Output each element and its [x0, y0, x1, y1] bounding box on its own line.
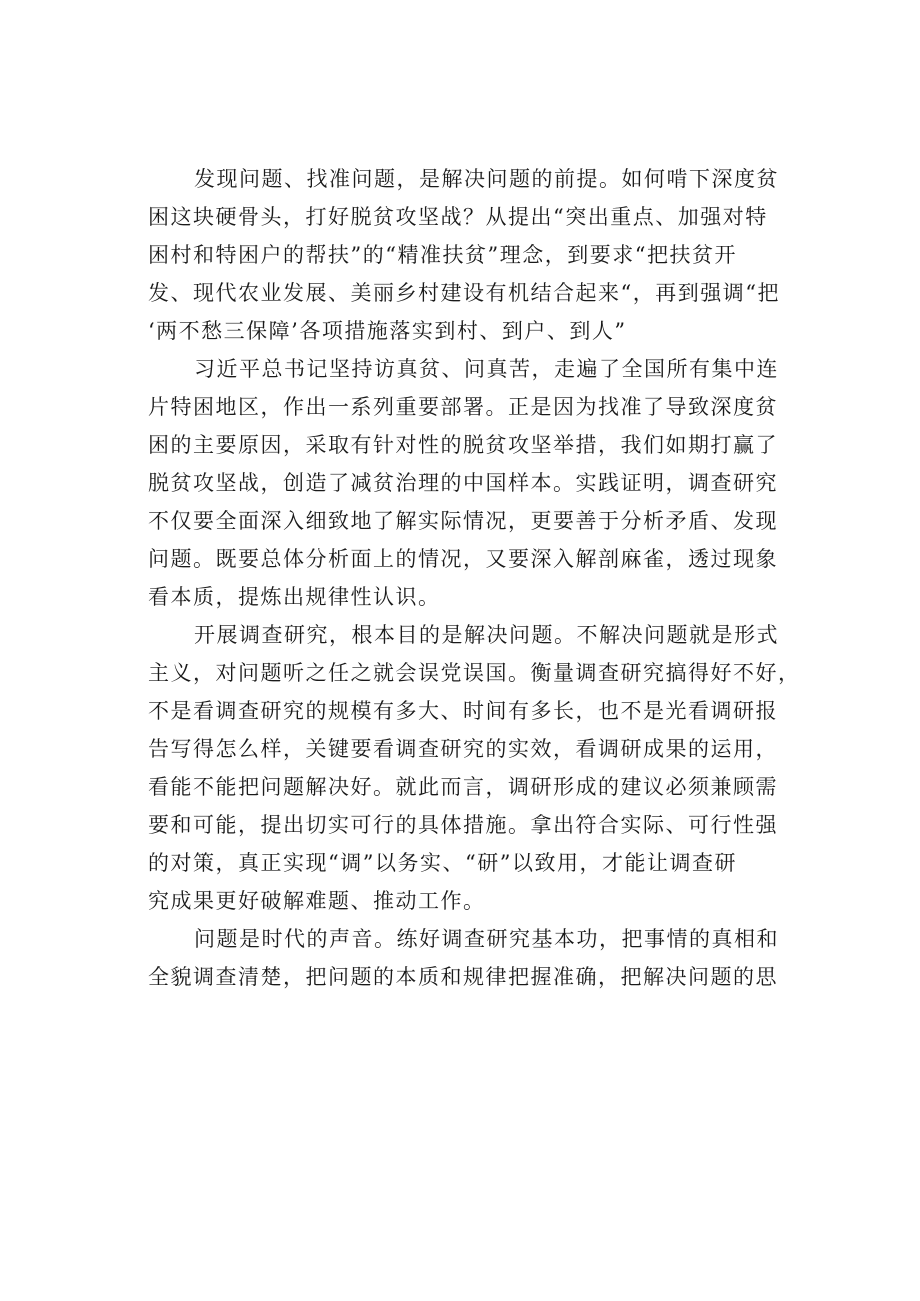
- paragraph-line: 习近平总书记坚持访真贫、问真苦，走遍了全国所有集中连: [194, 357, 779, 381]
- paragraph-2: [148, 350, 808, 616]
- paragraph-line: 不是看调查研究的规模有多大、时间有多长，也不是光看调研报: [148, 699, 778, 723]
- paragraph-1: [148, 160, 808, 350]
- paragraph-4: [148, 920, 808, 996]
- paragraph-line: 脱贫攻坚战，创造了减贫治理的中国样本。实践证明，调查研究: [148, 471, 778, 495]
- paragraph-line: 全貌调查清楚，把问题的本质和规律把握准确，把解决问题的思: [148, 965, 778, 989]
- paragraph-line: 片特困地区，作出一系列重要部署。正是因为找准了导致深度贫: [148, 395, 778, 419]
- document-body: [148, 160, 808, 996]
- paragraph-line: 发、现代农业发展、美丽乡村建设有机结合起来“，再到强调“把: [148, 281, 780, 305]
- paragraph-line: 困村和特困户的帮扶”的“精准扶贫”理念，到要求“把扶贫开: [148, 243, 737, 267]
- paragraph-line: 的对策，真正实现“调”以务实、“研”以致用，才能让调查研: [148, 851, 737, 875]
- paragraph-line: 告写得怎么样，关键要看调查研究的实效，看调研成果的运用，: [148, 737, 778, 761]
- paragraph-line: 困这块硬骨头，打好脱贫攻坚战？从提出“突出重点、加强对特: [148, 205, 768, 229]
- paragraph-line: 开展调查研究，根本目的是解决问题。不解决问题就是形式: [194, 623, 779, 647]
- paragraph-line: 发现问题、找准问题，是解决问题的前提。如何啃下深度贫: [194, 167, 779, 191]
- paragraph-line: ‘两不愁三保障’各项措施落实到村、到户、到人”: [148, 319, 627, 343]
- paragraph-line: 问题是时代的声音。练好调查研究基本功，把事情的真相和: [194, 927, 779, 951]
- paragraph-line: 看能不能把问题解决好。就此而言，调研形成的建议必须兼顾需: [148, 775, 778, 799]
- paragraph-line: 要和可能，提出切实可行的具体措施。拿出符合实际、可行性强: [148, 813, 778, 837]
- paragraph-line: 问题。既要总体分析面上的情况，又要深入解剖麻雀，透过现象: [148, 547, 778, 571]
- paragraph-line: 究成果更好破解难题、推动工作。: [148, 889, 486, 913]
- paragraph-line: 不仅要全面深入细致地了解实际情况，更要善于分析矛盾、发现: [148, 509, 778, 533]
- paragraph-3: [148, 616, 808, 920]
- paragraph-line: 主义，对问题听之任之就会误党误国。衡量调查研究搞得好不好，: [148, 661, 801, 685]
- paragraph-line: 困的主要原因，采取有针对性的脱贫攻坚举措，我们如期打赢了: [148, 433, 778, 457]
- paragraph-line: 看本质，提炼出规律性认识。: [148, 585, 441, 609]
